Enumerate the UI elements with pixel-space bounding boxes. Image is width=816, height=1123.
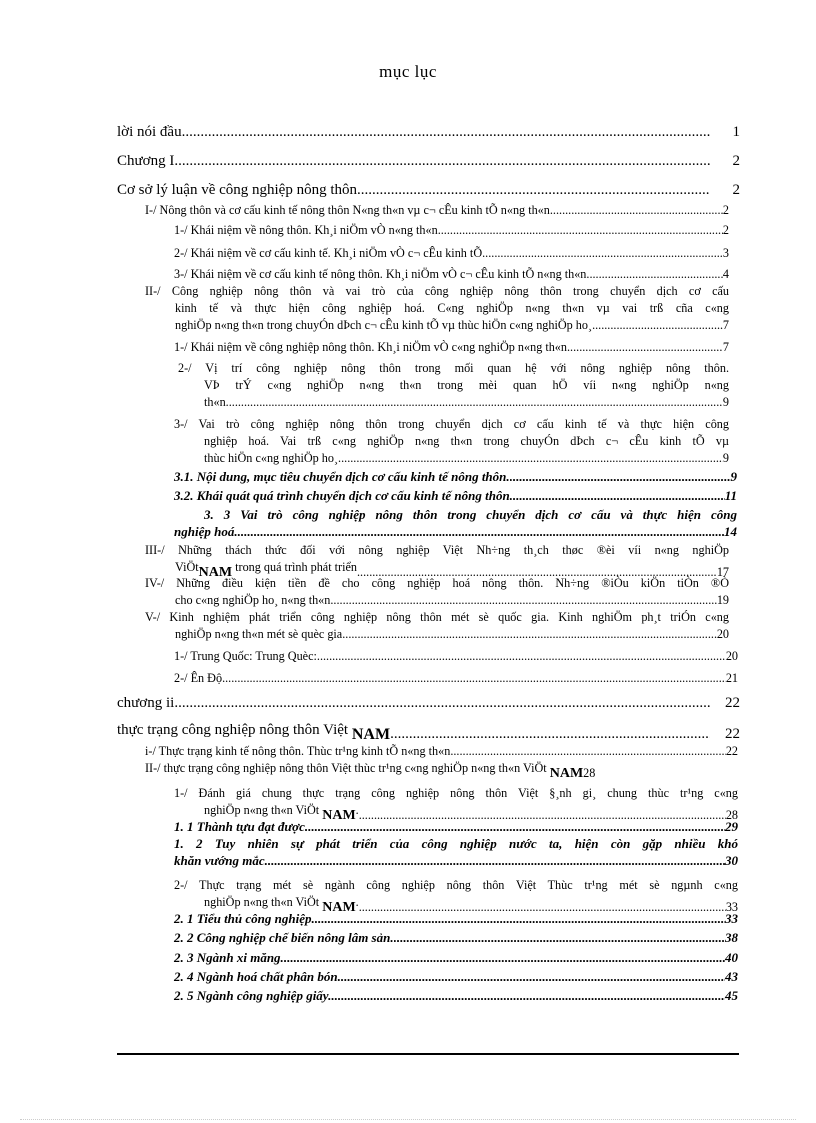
toc-leader bbox=[284, 949, 725, 966]
toc-entry-text: khăn vướng mắc. bbox=[174, 853, 268, 868]
toc-page-number: 1 bbox=[732, 124, 740, 140]
toc-entry-text: Chương I bbox=[117, 153, 175, 169]
toc-entry-text: NAM bbox=[198, 565, 233, 580]
toc-page-number: 17 bbox=[716, 565, 729, 579]
toc-entry-text: 3.1. Nội dung, mục tiêu chuyển dịch cơ cấu kinh tế nông thôn. bbox=[174, 469, 510, 484]
toc-entry-text: Cơ sở lý luận về công nghiệp nông thôn bbox=[117, 182, 358, 198]
toc-entry-text: VÞ trÝ c«ng nghiÖp n«ng th«n trong mèi quan hÖ víi n«ng nghiÖp n«ng bbox=[204, 378, 729, 392]
toc-page-number: 38 bbox=[725, 930, 738, 945]
toc-entry-text: 3.2. Khái quát quá trình chuyển dịch cơ cấu kinh tế nông thôn. bbox=[174, 488, 513, 503]
toc-entry bbox=[174, 222, 729, 239]
toc-entry-text: 1-/ Trung Quốc: Trung Quèc: bbox=[174, 649, 317, 663]
toc-entry bbox=[117, 153, 740, 170]
toc-page-number: 14 bbox=[724, 524, 737, 539]
toc-entry bbox=[174, 468, 737, 485]
toc-leader bbox=[308, 818, 725, 835]
toc-entry bbox=[145, 760, 738, 782]
toc-entry bbox=[145, 575, 729, 609]
toc-page-number: 2 bbox=[732, 153, 740, 169]
toc-page-number: 2 bbox=[722, 203, 729, 217]
toc-entry bbox=[117, 722, 740, 743]
toc-leader bbox=[357, 182, 710, 199]
toc-entry-text: II-/ Công nghiệp nông thôn và vai trò của công nghiệp nông thôn trong chuyển dịch cơ cấu bbox=[145, 284, 729, 298]
toc-entry-text: . bbox=[355, 895, 359, 909]
toc-entry bbox=[117, 182, 740, 199]
toc-page-number: 2 bbox=[732, 182, 740, 198]
toc-leader bbox=[450, 743, 725, 760]
toc-entry bbox=[174, 968, 738, 985]
toc-entry-text: NAM bbox=[322, 900, 356, 915]
toc-page-number: 7 bbox=[722, 340, 729, 354]
toc-entry-text: 2-/ Thực trạng mét sè ngành công nghiệp nông thôn Việt Thùc tr¹ng mét sè ngµnh c«ng bbox=[174, 878, 738, 892]
toc-entry bbox=[174, 648, 738, 665]
toc-page-number: 28 bbox=[725, 808, 738, 822]
toc-leader bbox=[268, 852, 725, 869]
toc-leader bbox=[513, 487, 725, 504]
toc-leader bbox=[345, 626, 717, 643]
toc-page-number: 4 bbox=[722, 267, 729, 281]
toc-entry-text: nghiệp hoá bbox=[174, 524, 235, 539]
toc-entry-text: chương ii bbox=[117, 695, 175, 711]
toc-page-number: 7 bbox=[722, 318, 729, 332]
toc-entry bbox=[174, 266, 729, 283]
toc-entry bbox=[145, 202, 729, 219]
page-title: mục lục bbox=[379, 62, 437, 81]
toc-entry-text: 3-/ Khái niệm về cơ cấu kinh tế nông thôn. Kh¸i niÖm vÒ c¬ cÊu kinh tÕ n«ng th«n. bbox=[174, 267, 590, 281]
toc-leader bbox=[394, 929, 725, 946]
toc-entry-text: 2. 2 Công nghiệp chế biến nông lâm sản. bbox=[174, 930, 394, 945]
toc-entry bbox=[174, 987, 738, 1004]
toc-leader bbox=[510, 468, 731, 485]
footer-rule bbox=[117, 1053, 739, 1055]
toc-page-number: 20 bbox=[716, 627, 729, 641]
toc-leader bbox=[485, 245, 723, 262]
toc-entry bbox=[145, 283, 729, 334]
toc-entry bbox=[174, 487, 737, 504]
toc-entry bbox=[145, 609, 729, 643]
toc-leader bbox=[567, 339, 723, 356]
toc-leader bbox=[438, 222, 723, 239]
toc-entry-text: 1-/ Đánh giá chung thực trạng công nghiệp nông thôn Việt §¸nh gi¸ chung thùc tr¹ng c«ng bbox=[174, 786, 738, 800]
toc-entry-text: 2-/ Khái niệm về cơ cấu kinh tế. Kh¸i niÖm vÒ c¬ cÊu kinh tÕ. bbox=[174, 246, 486, 260]
toc-entry bbox=[117, 695, 740, 712]
toc-entry-text: NAM bbox=[351, 726, 391, 743]
toc-page-number: 29 bbox=[725, 819, 738, 834]
toc-leader bbox=[174, 695, 710, 712]
toc-entry-text: thùc hiÖn c«ng nghiÖp ho¸ bbox=[204, 451, 339, 465]
toc-entry bbox=[117, 124, 740, 141]
toc-entry-text: II-/ thực trạng công nghiệp nông thôn Việt thùc tr¹ng c«ng nghiÖp n«ng th«n ViÖt bbox=[145, 761, 550, 775]
toc-page-number: 22 bbox=[725, 695, 740, 711]
toc-entry-text: 1. 1 Thành tựu đạt được. bbox=[174, 819, 309, 834]
toc-entry-text: IV-/ Những điều kiện tiền đề cho công nghiệp hoá nông thôn. Nh÷ng ®iÒu kiÖn tiÒn ®Ò bbox=[145, 576, 729, 590]
toc-entry-text: 1-/ Khái niệm về nông thôn. Kh¸i niÖm vÒ n«ng th«n bbox=[174, 223, 438, 237]
toc-entry bbox=[174, 416, 729, 467]
toc-leader bbox=[592, 317, 723, 334]
toc-entry-text: thực trạng công nghiệp nông thôn Việt bbox=[117, 722, 352, 738]
toc-entry-text: 2-/ Vị trí công nghiệp nông thôn trong mối quan hệ với nông nghiệp nông thôn. bbox=[178, 361, 729, 375]
toc-page-number: 45 bbox=[725, 988, 738, 1003]
toc-entry-text: nghiÖp n«ng th«n ViÖt bbox=[204, 803, 323, 817]
toc-entry-text: 1-/ Khái niệm về công nghiệp nông thôn. Kh¸i niÖm vÒ c«ng nghiÖp n«ng th«n bbox=[174, 340, 567, 354]
toc-leader bbox=[330, 592, 716, 609]
toc-entry-text: kinh tế và thực hiện công nghiệp hoá. C«ng nghiÖp n«ng th«n vµ vai trß cña c«ng bbox=[175, 301, 729, 315]
toc-entry bbox=[174, 818, 738, 835]
toc-entry-text: I-/ Nông thôn và cơ cấu kinh tế nông thôn N«ng th«n vµ c¬ cÊu kinh tÕ n«ng th«n bbox=[145, 203, 550, 217]
toc-entry-text: 1. 2 Tuy nhiên sự phát triển của công nghiệp nước ta, hiện còn gặp nhiều khó bbox=[174, 836, 738, 851]
toc-leader bbox=[234, 523, 724, 540]
toc-entry-text: 3-/ Vai trò công nghiệp nông thôn trong chuyển dịch cơ cấu kinh tế và thực hiện công bbox=[174, 417, 729, 431]
toc-entry bbox=[145, 743, 738, 760]
toc-leader bbox=[331, 987, 725, 1004]
toc-entry bbox=[174, 835, 738, 869]
toc-page-number: 28 bbox=[583, 766, 596, 780]
toc-entry bbox=[174, 670, 738, 687]
toc-leader bbox=[338, 450, 723, 467]
toc-entry-text: cho c«ng nghiÖp ho¸ n«ng th«n bbox=[175, 593, 331, 607]
toc-entry bbox=[174, 506, 737, 540]
toc-page-number: 33 bbox=[725, 911, 738, 926]
toc-page-number: 22 bbox=[725, 726, 740, 742]
toc-leader bbox=[341, 968, 725, 985]
toc-page-number: 20 bbox=[725, 649, 738, 663]
toc-page-number: 33 bbox=[725, 900, 738, 914]
toc-entry-text: 2. 5 Ngành công nghiệp giấy. bbox=[174, 988, 332, 1003]
toc-entry-text: 2. 3 Ngành xi măng. bbox=[174, 950, 284, 965]
toc-page-number: 40 bbox=[725, 950, 738, 965]
toc-page-number: 9 bbox=[730, 469, 737, 484]
toc-entry-text: nghiÖp n«ng th«n trong chuyÓn dÞch c¬ cÊu kinh tÕ vµ thùc hiÖn c«ng nghiÖp ho¸ bbox=[175, 318, 593, 332]
toc-entry-text: NAM bbox=[322, 808, 356, 823]
toc-leader bbox=[174, 153, 710, 170]
toc-entry-text: nghiÖp n«ng th«n mét sè quèc gia. bbox=[175, 627, 346, 641]
toc-entry-text: trong quá trình phát triển bbox=[232, 560, 357, 574]
toc-page-number: 30 bbox=[725, 853, 738, 868]
toc-entry-text: NAM bbox=[549, 766, 584, 781]
toc-page-number: 21 bbox=[725, 671, 738, 685]
toc-leader bbox=[589, 266, 722, 283]
toc-leader bbox=[222, 670, 726, 687]
toc-entry bbox=[174, 245, 729, 262]
toc-entry-text: nghiÖp n«ng th«n ViÖt bbox=[204, 895, 323, 909]
toc-page-number: 11 bbox=[724, 488, 737, 503]
toc-leader bbox=[182, 124, 710, 141]
toc-entry-text: III-/ Những thách thức đối với nông nghiệp Việt Nh÷ng th¸ch thøc ®èi víi n«ng nghiÖp bbox=[145, 543, 729, 557]
toc-leader bbox=[550, 202, 723, 219]
page-bottom-border bbox=[20, 1119, 796, 1120]
toc-entry bbox=[174, 929, 738, 946]
toc-leader bbox=[317, 648, 726, 665]
toc-leader bbox=[390, 726, 710, 743]
toc-entry-text: 3. 3 Vai trò công nghiệp nông thôn trong chuyển dịch cơ cấu và thực hiện công bbox=[204, 507, 737, 522]
toc-entry-text: nghiệp hoá. Vai trß c«ng nghiÖp n«ng th«n trong chuyÓn dÞch c¬ cÊu kinh tÕ vµ bbox=[204, 434, 729, 448]
toc-page-number: 3 bbox=[722, 246, 729, 260]
toc-entry-text: . bbox=[355, 803, 359, 817]
toc-entry-text: ViÖt bbox=[175, 560, 199, 574]
toc-entry bbox=[174, 339, 729, 356]
toc-entry-text: 2-/ Ên Độ bbox=[174, 671, 223, 685]
toc-page-number: 9 bbox=[722, 395, 729, 409]
toc-entry bbox=[174, 949, 738, 966]
toc-page-number: 2 bbox=[722, 223, 729, 237]
toc-entry-text: th«n bbox=[204, 395, 226, 409]
toc-entry-text: lời nói đầu bbox=[117, 124, 182, 140]
toc-entry bbox=[178, 360, 729, 411]
toc-leader bbox=[315, 910, 725, 927]
toc-entry-text: 2. 1 Tiểu thủ công nghiệp. bbox=[174, 911, 315, 926]
toc-entry-text: 2. 4 Ngành hoá chất phân bón. bbox=[174, 969, 341, 984]
toc-entry-text: V-/ Kinh nghiệm phát triển công nghiệp nông thôn mét sè quốc gia. Kinh nghiÖm ph¸t triÓn c«ng bbox=[145, 610, 729, 624]
toc-page-number: 43 bbox=[725, 969, 738, 984]
toc-entry bbox=[174, 910, 738, 927]
toc-page-number: 19 bbox=[716, 593, 729, 607]
toc-leader bbox=[226, 394, 723, 411]
toc-entry-text: i-/ Thực trạng kinh tế nông thôn. Thùc tr¹ng kinh tÕ n«ng th«n bbox=[145, 744, 451, 758]
toc-page-number: 22 bbox=[725, 744, 738, 758]
toc-page-number: 9 bbox=[722, 451, 729, 465]
